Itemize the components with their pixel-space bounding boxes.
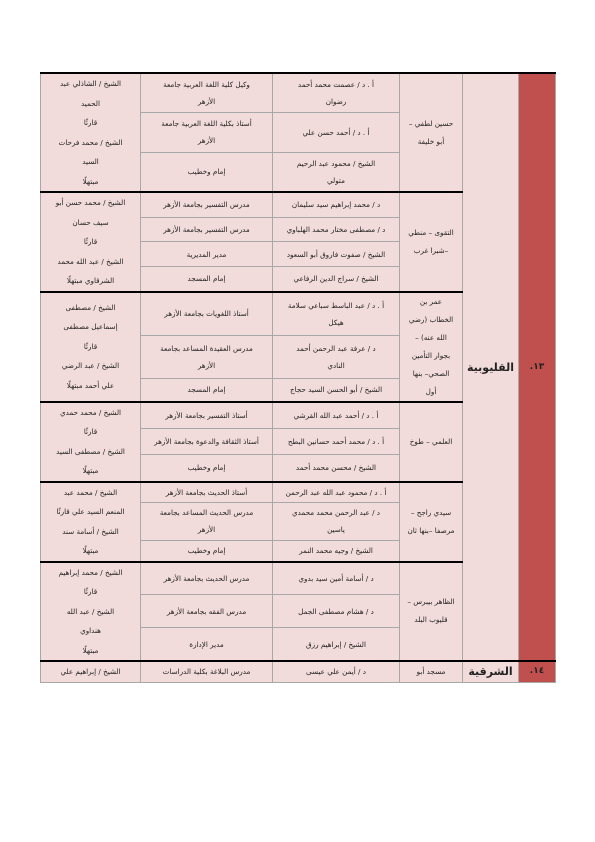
table-row bbox=[41, 73, 556, 113]
preacher-role bbox=[141, 595, 273, 628]
preacher-role-line: مدرس البلاغة بكلية الدراسات bbox=[162, 667, 251, 677]
preacher-name-line: أ . د / عبد الباسط سباعي سلامة bbox=[287, 300, 385, 310]
reciters-cell bbox=[41, 292, 141, 402]
group-number: ١٣. bbox=[519, 73, 556, 661]
preacher-name-line: د / هشام مصطفى الجمل bbox=[298, 606, 374, 616]
preacher-name-line: د / عرفة عبد الرحمن أحمد bbox=[296, 344, 376, 353]
preacher-role bbox=[141, 113, 273, 152]
reciters-cell-line: مبتهلًا bbox=[82, 466, 99, 475]
preacher-role-line: الأزهر bbox=[197, 525, 216, 535]
mosque-name-line: عمر بن bbox=[419, 296, 443, 306]
mosque-name-line: أبو خليفة bbox=[417, 136, 445, 146]
reciters-cell-line: الشيخ / محمد إبراهيم bbox=[58, 567, 123, 577]
preacher-name-line: د / مصطفى مختار محمد الهلباوي bbox=[286, 224, 386, 234]
preacher-name-line: متولي bbox=[327, 175, 345, 185]
reciters-cell-line: الشيخ / محمد حمدي bbox=[59, 407, 122, 417]
reciters-cell-line: الشيخ / مصطفى bbox=[65, 302, 116, 312]
preacher-name bbox=[273, 242, 400, 267]
preacher-role-line: مدرس الفقه بجامعة الأزهر bbox=[166, 606, 247, 616]
mosque-name bbox=[400, 192, 463, 292]
mosque-name-line: مسجد أبو bbox=[416, 666, 446, 676]
preacher-role-line: مدرس التفسير بجامعة الأزهر bbox=[163, 224, 250, 234]
reciters-cell-line: الشيخ / عبد الرضي bbox=[61, 361, 120, 371]
reciters-cell-line: السيد bbox=[82, 157, 99, 166]
preacher-name-line: الشيخ / صفوت فاروق أبو السعود bbox=[286, 249, 386, 259]
preacher-name-line: أ . د / أحمد حسن علي bbox=[302, 127, 370, 137]
mosque-name bbox=[400, 661, 463, 682]
preacher-name-line: رضوان bbox=[325, 97, 347, 107]
reciters-cell-line: قارئًا bbox=[83, 587, 98, 596]
preacher-name-line: الشيخ / محمود عبد الرحيم bbox=[296, 158, 376, 168]
preacher-name bbox=[273, 482, 400, 503]
mosque-name bbox=[400, 292, 463, 402]
preacher-name bbox=[273, 595, 400, 628]
preacher-name-line: د / أسامة أمين سيد بدوي bbox=[298, 573, 374, 583]
mosque-name-line: بجوار التأمين bbox=[411, 350, 451, 360]
preacher-name-line: أ . د / محمود عبد الله عبد الرحمن bbox=[285, 487, 387, 497]
mosque-name-line: الصحي– بنها bbox=[412, 368, 450, 378]
reciters-cell bbox=[41, 402, 141, 482]
reciters-cell-line: الحميد bbox=[81, 98, 100, 108]
governorate-name: الشرقية bbox=[463, 661, 519, 682]
preacher-role bbox=[141, 502, 273, 541]
preacher-role bbox=[141, 541, 273, 562]
reciters-cell-line: قارئًا bbox=[83, 341, 98, 351]
mosque-name-line: التقوى – منطي bbox=[408, 227, 454, 237]
group-number: ١٤. bbox=[519, 661, 556, 682]
reciters-cell-line: المنعم السيد علي قارئًا bbox=[56, 507, 125, 516]
preacher-name bbox=[273, 152, 400, 192]
reciters-cell-line: سيف حسان bbox=[72, 217, 109, 227]
preacher-name bbox=[273, 335, 400, 378]
preacher-name bbox=[273, 502, 400, 541]
mosque-name-line: قليوب البلد bbox=[414, 615, 448, 625]
preacher-role bbox=[141, 217, 273, 242]
preacher-name-line: هيكل bbox=[328, 317, 344, 327]
preacher-role bbox=[141, 152, 273, 192]
mosque-name-line: أول bbox=[425, 386, 437, 396]
mosque-name-line: –شبرا غرب bbox=[413, 245, 449, 255]
preacher-name-line: د / أيمن علي عيسى bbox=[306, 667, 366, 677]
reciters-cell-line: إسماعيل مصطفى bbox=[63, 322, 118, 332]
preacher-role-line: إمام المسجد bbox=[187, 274, 226, 284]
reciters-cell-line: قارئًا bbox=[83, 427, 98, 436]
reciters-cell-line: هنداوي bbox=[80, 626, 101, 635]
preacher-role-line: مدرس التفسير بجامعة الأزهر bbox=[163, 200, 250, 210]
reciters-cell-line: الشيخ / عبد الله محمد bbox=[57, 256, 124, 266]
preacher-role-line: أستاذ اللغويات بجامعة الأزهر bbox=[164, 309, 249, 319]
preacher-name-line: د / محمد إبراهيم سيد سليمان bbox=[291, 200, 381, 210]
mosque-name-line: الظاهر بيبرس – bbox=[407, 597, 455, 607]
preacher-role bbox=[141, 292, 273, 336]
schedule-table bbox=[40, 72, 556, 683]
preacher-role bbox=[141, 428, 273, 454]
preacher-name bbox=[273, 402, 400, 429]
mosque-name bbox=[400, 562, 463, 662]
preacher-role-line: الأزهر bbox=[197, 136, 216, 146]
preacher-name-line: الشيخ / وجيه محمد النمر bbox=[299, 546, 373, 556]
preacher-name bbox=[273, 192, 400, 217]
preacher-name bbox=[273, 661, 400, 682]
preacher-role-line: الأزهر bbox=[197, 361, 216, 370]
reciters-cell-line: قارئًا bbox=[83, 237, 98, 246]
preacher-name bbox=[273, 266, 400, 291]
reciters-cell-line: الشيخ / الشاذلي عبد bbox=[59, 79, 122, 88]
table-row bbox=[41, 661, 556, 682]
preacher-name bbox=[273, 292, 400, 336]
preacher-role-line: أستاذ الحديث بجامعة الأزهر bbox=[165, 487, 248, 497]
preacher-name bbox=[273, 628, 400, 661]
reciters-cell-line: الشرقاوي مبتهلًا bbox=[66, 276, 115, 285]
preacher-name bbox=[273, 217, 400, 242]
mosque-name-line: مرصفا –بنها ثان bbox=[407, 525, 455, 535]
preacher-name bbox=[273, 455, 400, 482]
reciters-cell-line: قارئًا bbox=[83, 118, 98, 127]
preacher-name bbox=[273, 73, 400, 113]
mosque-name-line: العلمي – طوخ bbox=[409, 436, 453, 446]
reciters-cell-line: مبتهلًا bbox=[82, 645, 99, 655]
preacher-role-line: وكيل كلية اللغة العربية جامعة bbox=[163, 80, 250, 90]
reciters-cell-line: مبتهلًا bbox=[82, 546, 99, 555]
preacher-role-line: أستاذ بكلية اللغة العربية جامعة bbox=[161, 119, 252, 129]
reciters-cell bbox=[41, 661, 141, 682]
preacher-name bbox=[273, 541, 400, 562]
preacher-name-line: أ . د / محمد أحمد حسانين البطح bbox=[287, 436, 385, 446]
reciters-cell bbox=[41, 73, 141, 192]
reciters-cell-line: الشيخ / عبد الله bbox=[66, 606, 115, 616]
preacher-name bbox=[273, 562, 400, 595]
preacher-role bbox=[141, 482, 273, 503]
reciters-cell-line: علي أحمد مبتهلًا bbox=[66, 380, 115, 390]
reciters-cell-line: الشيخ / محمد فرحات bbox=[58, 137, 123, 147]
preacher-name-line: النادي bbox=[327, 361, 345, 370]
preacher-role bbox=[141, 379, 273, 402]
reciters-cell-line: الشيخ / أسامة سند bbox=[62, 526, 119, 536]
reciters-cell-line: الشيخ / إبراهيم علي bbox=[60, 667, 121, 676]
preacher-name-line: أ . د / أحمد عبد الله القرشي bbox=[293, 410, 379, 420]
preacher-role bbox=[141, 73, 273, 113]
reciters-cell bbox=[41, 562, 141, 662]
preacher-role bbox=[141, 628, 273, 661]
reciters-cell-line: مبتهلًا bbox=[82, 176, 99, 186]
governorate-name: القليوبية bbox=[463, 73, 519, 661]
preacher-role-line: أستاذ التفسير بجامعة الأزهر bbox=[165, 410, 248, 420]
preacher-role-line: إمام وخطيب bbox=[187, 463, 226, 473]
preacher-name-line: ياسين bbox=[327, 525, 345, 535]
preacher-name-line: أ . د / عصمت محمد أحمد bbox=[297, 80, 375, 90]
mosque-name-line: الله عنه) – bbox=[415, 332, 447, 342]
preacher-role bbox=[141, 335, 273, 378]
preacher-name-line: الشيخ / إبراهيم رزق bbox=[306, 639, 366, 649]
preacher-name-line: الشيخ / أبو الحسن السيد حجاج bbox=[289, 385, 383, 395]
mosque-name bbox=[400, 482, 463, 562]
preacher-role-line: مدير الإدارة bbox=[189, 639, 224, 649]
preacher-role bbox=[141, 266, 273, 291]
preacher-role-line: الأزهر bbox=[197, 97, 216, 107]
preacher-name-line: د / عبد الرحمن محمد محمدي bbox=[292, 508, 380, 518]
preacher-role-line: مدير المديرية bbox=[186, 249, 227, 259]
preacher-role-line: إمام وخطيب bbox=[187, 546, 226, 556]
mosque-name bbox=[400, 73, 463, 192]
reciters-cell bbox=[41, 482, 141, 562]
reciters-cell-line: الشيخ / محمد عبد bbox=[63, 487, 118, 497]
mosque-name-line: الخطاب (رضي bbox=[408, 314, 454, 324]
preacher-role bbox=[141, 192, 273, 217]
preacher-name-line: الشيخ / محسن محمد أحمد bbox=[295, 463, 377, 473]
preacher-role bbox=[141, 402, 273, 429]
preacher-name bbox=[273, 113, 400, 152]
preacher-name bbox=[273, 428, 400, 454]
preacher-role-line: أستاذ الثقافة والدعوة بجامعة الأزهر bbox=[154, 436, 259, 446]
preacher-role-line: مدرس العقيدة المساعد بجامعة bbox=[160, 344, 253, 353]
preacher-role bbox=[141, 242, 273, 267]
mosque-name bbox=[400, 402, 463, 482]
preacher-name-line: الشيخ / سراج الدين الرفاعي bbox=[293, 274, 379, 284]
preacher-role-line: إمام وخطيب bbox=[187, 167, 226, 177]
preacher-role-line: إمام المسجد bbox=[187, 385, 226, 395]
preacher-role-line: مدرس الحديث بجامعة الأزهر bbox=[163, 573, 250, 583]
mosque-name-line: حسين لطفي – bbox=[408, 118, 454, 128]
preacher-role bbox=[141, 661, 273, 682]
preacher-name bbox=[273, 379, 400, 402]
reciters-cell bbox=[41, 192, 141, 292]
preacher-role bbox=[141, 455, 273, 482]
mosque-name-line: سيدي راجح – bbox=[410, 507, 452, 517]
reciters-cell-line: الشيخ / مصطفى السيد bbox=[56, 446, 125, 456]
reciters-cell-line: الشيخ / محمد حسن أبو bbox=[55, 198, 126, 207]
preacher-role-line: مدرس الحديث المساعد بجامعة bbox=[159, 508, 254, 518]
preacher-role bbox=[141, 562, 273, 595]
